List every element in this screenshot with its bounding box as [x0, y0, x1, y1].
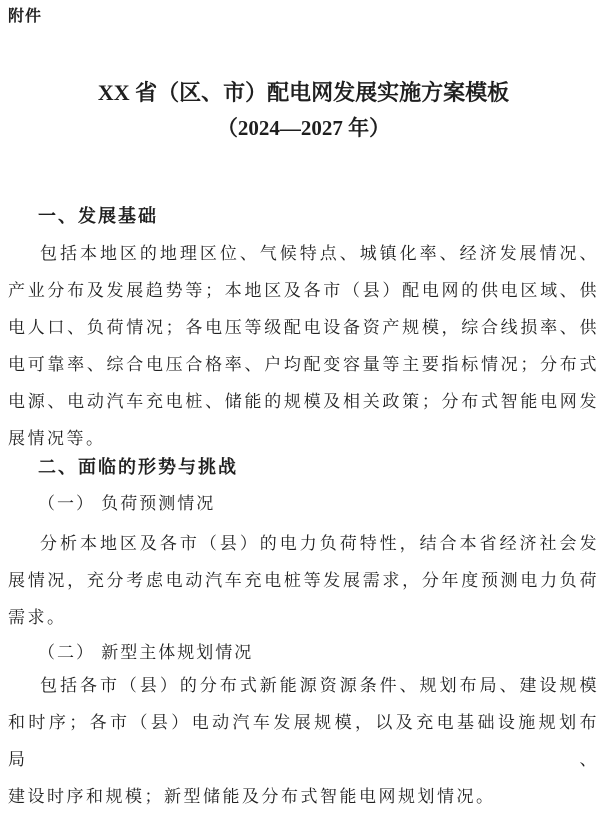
paragraph-new-entity-planning	[8, 667, 599, 815]
subheading-new-entity-planning: （二） 新型主体规划情况	[38, 643, 254, 662]
paragraph-line: 需求。	[8, 608, 67, 627]
paragraph-line: 展情况，充分考虑电动汽车充电桩等发展需求，分年度预测电力负荷	[8, 571, 599, 590]
paragraph-development-basis	[8, 235, 599, 457]
paragraph-line: 产业分布及发展趋势等；本地区及各市（县）配电网的供电区域、供	[8, 281, 599, 300]
paragraph-line: 电人口、负荷情况；各电压等级配电设备资产规模，综合线损率、供	[8, 318, 599, 337]
paragraph-line: 分析本地区及各市（县）的电力负荷特性，结合本省经济社会发	[40, 534, 599, 553]
paragraph-line: 包括本地区的地理区位、气候特点、城镇化率、经济发展情况、	[40, 244, 599, 263]
paragraph-line: 展情况等。	[8, 429, 106, 448]
section-heading-development-basis: 一、发展基础	[38, 206, 158, 226]
paragraph-line: 电可靠率、综合电压合格率、户均配变容量等主要指标情况；分布式	[8, 355, 599, 374]
paragraph-line: 建设时序和规模；新型储能及分布式智能电网规划情况。	[8, 787, 496, 806]
paragraph-line: 和时序；各市（县）电动汽车发展规模，以及充电基础设施规划布局、	[8, 713, 599, 769]
paragraph-line: 电源、电动汽车充电桩、储能的规模及相关政策；分布式智能电网发	[8, 392, 599, 411]
section-heading-situation-challenges: 二、面临的形势与挑战	[38, 457, 238, 477]
attachment-label: 附件	[8, 8, 43, 25]
document-title-line-2: （2024—2027 年）	[216, 116, 391, 140]
document-title-line-1: XX 省（区、市）配电网发展实施方案模板	[97, 80, 510, 105]
paragraph-load-forecast	[8, 525, 599, 636]
paragraph-line: 包括各市（县）的分布式新能源资源条件、规划布局、建设规模	[40, 676, 599, 695]
subheading-load-forecast: （一） 负荷预测情况	[38, 494, 216, 513]
